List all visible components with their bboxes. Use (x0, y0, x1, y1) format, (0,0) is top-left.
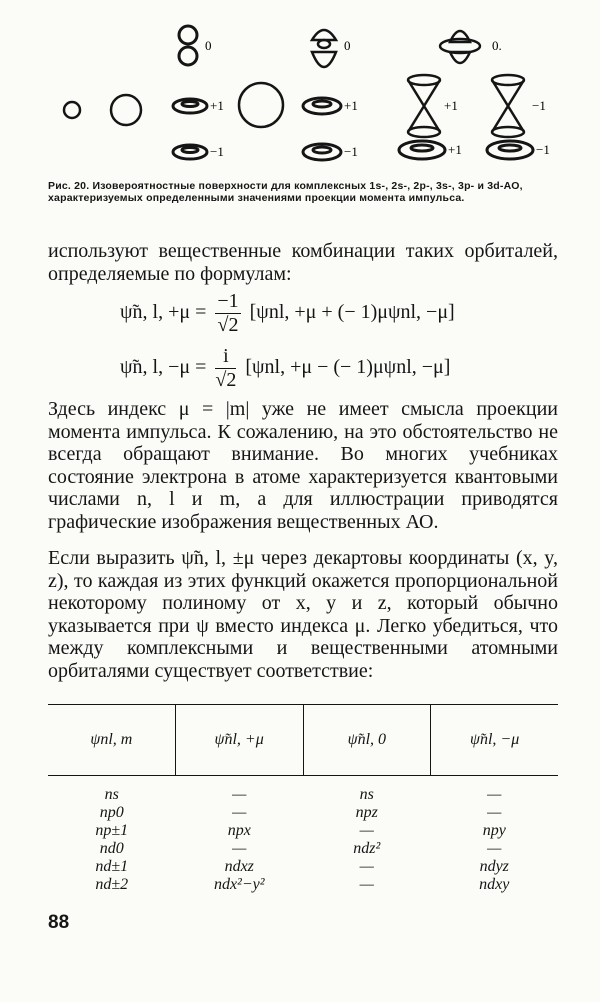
formula-plus-denominator: √2 (217, 314, 239, 336)
table-row (48, 858, 558, 876)
table-cell: — (487, 786, 502, 803)
table-row (48, 804, 558, 822)
label-3d-plus2: +1 (448, 142, 462, 157)
table-cell: ndz² (353, 840, 381, 857)
table-cell: ndx²−y² (213, 876, 265, 893)
formula-plus-fraction (215, 290, 240, 337)
label-2p-minus1: −1 (210, 144, 224, 159)
orbital-2p-plus1 (173, 99, 207, 113)
header-cell: ψnl, m (48, 705, 176, 775)
orbital-1s (64, 102, 80, 118)
header-cell: ψ̃nl, 0 (304, 705, 432, 775)
orbital-3p-plus1 (303, 98, 341, 114)
table-cell: npz (355, 804, 378, 821)
figure-caption: Рис. 20. Изовероятностные поверхности для комплексных 1s-, 2s-, 2p-, 3s-, 3p- и 3d-АО, характеризуемых определенными значениями проекции момента импульса. (48, 180, 523, 204)
formula-plus-rhs: [ψnl, +μ + (− 1)μψnl, −μ] (249, 301, 455, 324)
orbital-2p-minus1 (173, 145, 207, 159)
table-cell: nd±2 (95, 876, 129, 893)
formula-minus-denominator: √2 (215, 369, 237, 391)
label-3p0: 0 (344, 38, 351, 53)
orbital-3d-minus1 (492, 75, 524, 137)
table-cell: — (232, 786, 247, 803)
table-cell: ns (104, 786, 119, 803)
page-number: 88 (48, 912, 70, 933)
table-cell: — (487, 840, 502, 857)
orbital-correspondence-table (48, 704, 558, 894)
label-3p-minus1: −1 (344, 144, 358, 159)
header-cell: ψ̃nl, −μ (470, 731, 520, 748)
table-cell: — (359, 858, 374, 875)
table-cell: — (359, 876, 374, 893)
orbital-3p-minus1 (303, 144, 341, 160)
table-cell: npx (227, 822, 251, 839)
label-3d-minus2: −1 (536, 142, 550, 157)
label-3d-plus1: +1 (444, 98, 458, 113)
table-cell: — (359, 822, 374, 839)
formula-plus-numerator: −1 (217, 290, 239, 312)
formula-minus-rhs: [ψnl, +μ − (− 1)μψnl, −μ] (245, 356, 451, 379)
orbital-3d-minus2 (487, 141, 533, 159)
formula-plus-lhs: ψ̃n, l, +μ = (120, 301, 207, 324)
orbital-2p0 (179, 26, 197, 65)
orbital-figure-svg (40, 20, 560, 170)
label-3p-plus1: +1 (344, 98, 358, 113)
table-cell: ns (359, 786, 374, 803)
table-cell: nd±1 (95, 858, 129, 875)
table-row (48, 840, 558, 858)
table-cell: nd0 (99, 840, 124, 857)
table-body (48, 776, 558, 894)
orbital-3p0 (312, 30, 336, 67)
orbital-3d-plus2 (399, 141, 445, 159)
formula-minus (120, 345, 540, 392)
table-row (48, 822, 558, 840)
formula-minus-numerator: i (215, 345, 236, 369)
paragraph-3: Если выразить ψ̃n, l, ±μ через декартовы координаты (x, y, z), то каждая из этих функций окажется пропорциональной некоторому полиному от x, y и z, который обычно указывается при ψ вместо индекса μ. Легко убедиться, что между комплексными и вещественными атомными орбиталями существует соответствие: (48, 547, 558, 682)
table-cell: ndxz (224, 858, 254, 875)
header-cell: ψ̃nl, +μ (176, 705, 304, 775)
orbital-3s (239, 83, 283, 127)
table-cell: — (487, 804, 502, 821)
table-row (48, 786, 558, 804)
paragraph-1: используют вещественные комбинации таких орбиталей, определяемые по формулам: (48, 240, 558, 285)
orbital-3d0 (440, 31, 480, 63)
table-row (48, 876, 558, 894)
label-3d-minus1: −1 (532, 98, 546, 113)
orbital-2s (111, 95, 141, 125)
table-cell: ndyz (479, 858, 509, 875)
table-header (48, 705, 558, 776)
table-cell: — (232, 840, 247, 857)
formula-plus (120, 290, 540, 337)
table-cell: np±1 (95, 822, 129, 839)
orbital-3d-plus1 (408, 75, 440, 137)
orbital-figure (40, 20, 560, 170)
formula-minus-fraction (215, 345, 236, 392)
table-cell: — (232, 804, 247, 821)
label-3d0: 0. (492, 38, 502, 53)
label-2p-plus1: +1 (210, 98, 224, 113)
table-cell: npy (482, 822, 506, 839)
table-cell: ndxy (479, 876, 510, 893)
paragraph-2: Здесь индекс μ = |m| уже не имеет смысла проекции момента импульса. К сожалению, на это обстоятельство не всегда обращают внимание. Во многих учебниках состояние электрона в атоме характеризуется квантовыми числами n, l и m, а для иллюстрации приводятся графические изображения вещественных АО. (48, 398, 558, 533)
label-2p0: 0 (205, 38, 212, 53)
table-cell: np0 (99, 804, 124, 821)
formula-minus-lhs: ψ̃n, l, −μ = (120, 356, 207, 379)
